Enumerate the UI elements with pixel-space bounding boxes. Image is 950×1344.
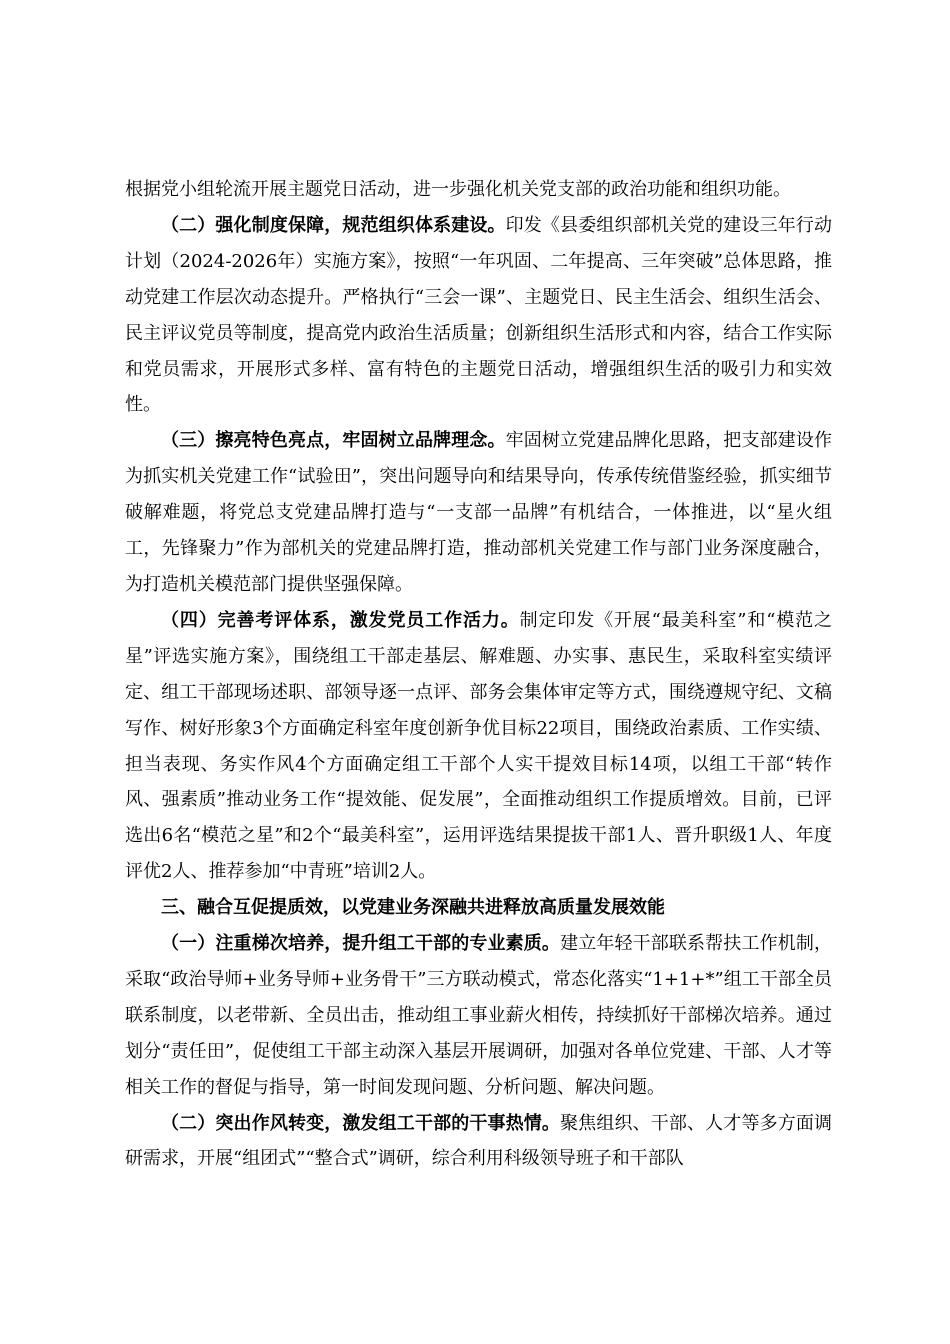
paragraph-text: 聚焦组织、干部、人才等多方面调研需求，开展“组团式”“整合式”调研，综合利用科级领导班子和干部队 xyxy=(125,1112,833,1170)
paragraph-text: 印发《县委组织部机关党的建设三年行动计划（2024-2026年）实施方案》，按照“一年巩固、二年提高、三年突破”总体思路，推动党建工作层次动态提升。严格执行“三会一课”、主题党日、民主生活会、组织生活会、民主评议党员等制度，提高党内政治生活质量；创新组织生活形式和内容，结合工作实际和党员需求，开展形式多样、富有特色的主题党日活动，增强组织生活的吸引力和实效性。 xyxy=(125,214,832,416)
paragraph-lead: （四）完善考评体系，激发党员工作活力。 xyxy=(161,609,520,631)
paragraph-evaluation-system xyxy=(125,603,832,890)
paragraph-institution-guarantee xyxy=(125,208,832,423)
section-heading xyxy=(125,890,832,926)
paragraph-text: 建立年轻干部联系帮扶工作机制，采取“政治导师+业务导师+业务骨干”三方联动模式，常态化落实“1+1+*”组工干部全员联系制度，以老带新、全员出击，推动组工事业薪火相传，持续抓好干部梯次培养。通过划分“责任田”，促使组工干部主动深入基层开展调研，加强对各单位党建、干部、人才等相关工作的督促与指导，第一时间发现问题、分析问题、解决问题。 xyxy=(125,933,833,1098)
paragraph-continuation xyxy=(125,172,832,208)
section-heading-text: 三、融合互促提质效，以党建业务深融共进释放高质量发展效能 xyxy=(161,897,665,919)
paragraph-brand-highlight xyxy=(125,423,832,603)
paragraph-lead: （一）注重梯次培养，提升组工干部的专业素质。 xyxy=(161,933,561,955)
paragraph-text: 制定印发《开展“最美科室”和“模范之星”评选实施方案》，围绕组工干部走基层、解难题、办实事、惠民生，采取科室实绩评定、组工干部现场述职、部领导逐一点评、部务会集体审定等方式，围绕遵规守纪、文稿写作、树好形象3个方面确定科室年度创新争优目标22项目，围绕政治素质、工作实绩、担当表现、务实作风4个方面确定组工干部个人实干提效目标14项，以组工干部“转作风、强素质”推动业务工作“提效能、促发展”，全面推动组织工作提质增效。目前，已评选出6名“模范之星”和2个“最美科室”，运用评选结果提拔干部1人、晋升职级1人、年度评优2人、推荐参加“中青班”培训2人。 xyxy=(125,609,833,883)
paragraph-work-style xyxy=(125,1106,832,1178)
paragraph-text: 根据党小组轮流开展主题党日活动，进一步强化机关党支部的政治功能和组织功能。 xyxy=(125,179,791,200)
document-page xyxy=(125,172,832,1177)
paragraph-lead: （三）擦亮特色亮点，牢固树立品牌理念。 xyxy=(161,430,506,452)
paragraph-lead: （二）强化制度保障，规范组织体系建设。 xyxy=(161,214,506,236)
paragraph-lead: （二）突出作风转变，激发组工干部的干事热情。 xyxy=(161,1112,561,1134)
paragraph-cadre-training xyxy=(125,926,832,1106)
paragraph-text: 牢固树立党建品牌化思路，把支部建设作为抓实机关党建工作“试验田”，突出问题导向和结果导向，传承传统借鉴经验，抓实细节破解难题，将党总支党建品牌打造与“一支部一品牌”有机结合，一体推进，以“星火组工，先锋聚力”作为部机关的党建品牌打造，推动部机关党建工作与部门业务深度融合，为打造机关模范部门提供坚强保障。 xyxy=(125,430,832,595)
